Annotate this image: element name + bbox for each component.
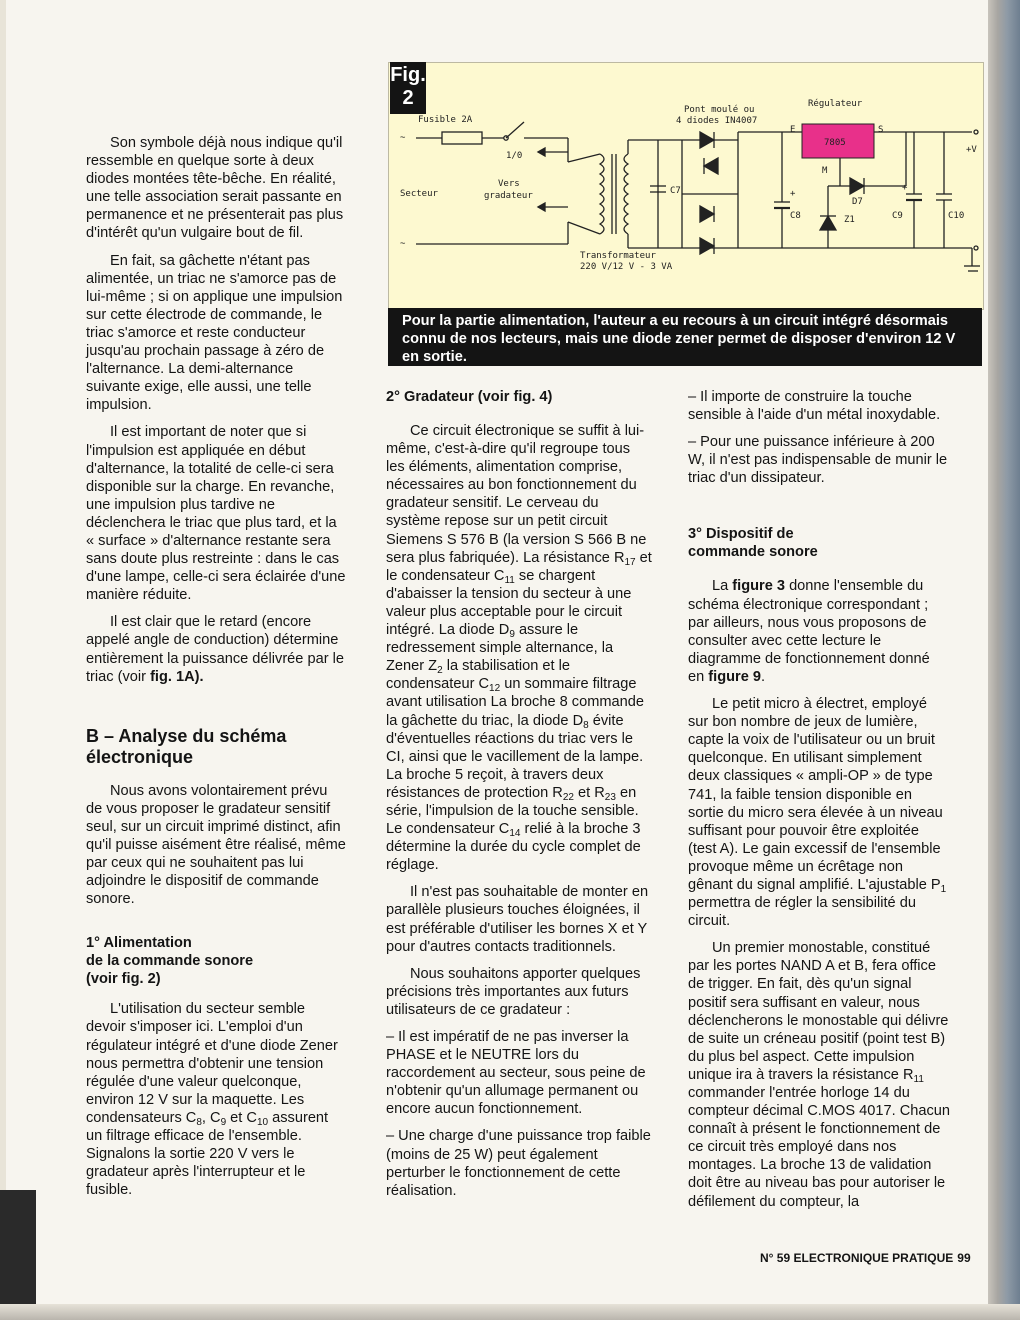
col1-paragraph-6: L'utilisation du secteur semble devoir s'imposer ici. L'emploi d'un régulateur intégré et d'une diode Zener nous permettra d'obtenir une tension régulée d'une valeur quelconque, environ 12 V sur la maquette. Les condensateurs $C_8$, $C_9$ et $C_{10}$ assurent un filtrage efficace de l'ensemble. Signalons la sortie 220 V vers le gradateur après l'interrupteur et le fusible. — [86, 1001, 338, 1199]
page-bottom-shadow — [0, 1304, 1020, 1320]
col1-paragraph-5: Nous avons volontairement prévu de vous proposer le gradateur sensitif seul, sur un circuit imprimé distinct, afin qu'il puisse aisément être réalisé, même par ceux qui ne souhaitent pas lui adjoindre le dispositif de commande sonore. — [86, 782, 346, 908]
page-left-edge — [0, 0, 6, 1320]
col2-paragraph-4: – Il est impératif de ne pas inverser la PHASE et le NEUTRE lors du raccordement au secteur, sous peine de n'obtenir qu'un allumage permanent ou encore aucun fonctionnement. — [386, 1029, 646, 1118]
footer-magazine: N° 59 ELECTRONIQUE PRATIQUE — [760, 1251, 954, 1265]
column-1 — [86, 134, 346, 1208]
label-regulateur: Régulateur — [808, 99, 863, 109]
label-c7: C7 — [670, 186, 681, 196]
section-2-heading: 2° Gradateur (voir fig. 4) — [386, 389, 553, 405]
figure-caption — [388, 308, 982, 366]
col2-paragraph-2: Il n'est pas souhaitable de monter en parallèle plusieurs touches éloignées, il est préférable d'utiliser les bornes X et Y pour d'autres contacts traditionnels. — [386, 884, 649, 955]
label-gradateur: gradateur — [484, 191, 533, 201]
col1-paragraph-1: Son symbole déjà nous indique qu'il ressemble en quelque sorte à deux diodes montées tête-bêche. En réalité, une telle association serait passante en permanence et ne présenterait pas plus d'intérêt qu'un vulgaire bout de fil. — [86, 135, 344, 242]
col1-paragraph-2: En fait, sa gâchette n'étant pas alimentée, un triac ne s'amorce pas de lui-même ; si on applique une impulsion sur cette électrode de commande, le triac s'amorce et reste conducteur jusqu'au prochain passage à zéro de l'alternance. La demi-alternance suivante exige, elle aussi, une telle impulsion. — [86, 252, 343, 414]
section-1-heading: 1° Alimentation de la commande sonore (voir fig. 2) — [86, 935, 254, 988]
label-7805: 7805 — [824, 138, 846, 148]
figure-tag-line1: Fig. — [390, 64, 426, 86]
section-3-heading: 3° Dispositif de commande sonore — [688, 526, 818, 561]
fuse-symbol — [442, 132, 482, 144]
figure-tag-line2: 2 — [402, 87, 414, 109]
page-right-binding-edge — [988, 0, 1020, 1320]
label-m: M — [822, 166, 828, 176]
label-pont-2: 4 diodes IN4007 — [676, 116, 758, 126]
col3-paragraph-4: Le petit micro à électret, employé sur bon nombre de jeux de lumière, capte la voix de l'utilisateur ou un bruit quelconque. En utilisant simplement deux classiques « ampli-OP » de type 741, la faible tension disponible en sortie du micro sera élevée à un niveau suffisant pour pouvoir être exploitée (test A). Le gain excessif de l'ensemble provoque même un écrêtage non gênant du signal amplifié. L'ajustable $P_1$ permettra de régler la sensibilité du circuit. — [688, 696, 947, 930]
col3-paragraph-1: – Il importe de construire la touche sensible à l'aide d'un métal inoxydable. — [688, 389, 941, 424]
col2-paragraph-1: Ce circuit électronique se suffit à lui-même, c'est-à-dire qu'il regroupe tous les éléments, alimentation comprise, nécessaires au bon fonctionnement du gradateur sensitif. Le cerveau du système repose sur un petit circuit Siemens S 576 B (la version S 566 B ne sera plus fabriquée). La résistance $R_{17}$ et le condensateur $C_{11}$ se chargent d'abaisser la tension du secteur à une valeur plus acceptable pour le circuit intégré. La diode $D_9$ assure le redressement simple alternance, la Zener $Z_2$ la stabilisation et le condensateur $C_{12}$ un sommaire filtrage avant utilisation La broche 8 commande la gâchette du triac, la diode $D_8$ évite d'éventuelles réactions du triac vers le CI, ainsi que le vacillement de la lampe. La broche 5 reçoit, à travers deux résistances de protection $R_{22}$ et $R_{23}$ en série, l'impulsion de la touche sensible. Le condensateur $C_{14}$ relié à la broche 3 détermine la durée du cycle complet de réglage. — [386, 423, 652, 874]
label-z1: Z1 — [844, 215, 855, 225]
footer-page-number: 99 — [957, 1251, 971, 1265]
label-c10: C10 — [948, 211, 965, 221]
switch-lever — [506, 122, 524, 138]
label-c9: C9 — [892, 211, 903, 221]
page-footer — [760, 1251, 971, 1265]
col2-paragraph-3: Nous souhaitons apporter quelques précisions très importantes aux futurs utilisateurs de ce gradateur : — [386, 965, 641, 1018]
label-vers: Vers — [498, 179, 520, 189]
power-supply-schematic — [388, 62, 982, 308]
col2-paragraph-5: – Une charge d'une puissance trop faible (moins de 25 W) peut également perturber le fonctionnement de cette réalisation. — [386, 1128, 651, 1199]
label-secteur: Secteur — [400, 189, 438, 199]
section-b-heading: B – Analyse du schéma électronique — [86, 725, 287, 767]
label-plus-v: +V — [966, 145, 977, 155]
label-c8: C8 — [790, 211, 801, 221]
col1-paragraph-4: Il est clair que le retard (encore appelé angle de conduction) détermine entièrement la puissance délivrée par le triac (voir fig. 1A). — [86, 614, 344, 685]
label-transformateur: Transformateur — [580, 251, 656, 261]
label-transformateur-rating: 220 V/12 V - 3 VA — [580, 262, 673, 272]
label-tilde-bottom: ~ — [400, 239, 406, 249]
label-pont-1: Pont moulé ou — [684, 105, 755, 115]
column-2 — [386, 388, 652, 1209]
label-plus-c9: + — [902, 183, 908, 193]
transformer-primary — [600, 154, 604, 234]
col3-paragraph-2: – Pour une puissance inférieure à 200 W, il n'est pas indispensable de munir le triac d'un dissipateur. — [688, 434, 948, 487]
label-fusible: Fusible 2A — [418, 115, 473, 125]
col1-paragraph-3: Il est important de noter que si l'impulsion est appliquée en début d'alternance, la totalité de celle-ci sera disponible sur la charge. En revanche, une impulsion plus tardive ne déclenchera le triac que plus tard, et la « surface » d'alternance restante sera sans doute plus restreinte : dans le cas d'une lampe, celle-ci sera éclairée d'une manière réduite. — [86, 424, 346, 604]
page-left-dark-strip — [0, 1190, 36, 1320]
label-d7: D7 — [852, 197, 863, 207]
label-switch: 1/0 — [506, 151, 523, 161]
col3-paragraph-3: La figure 3 donne l'ensemble du schéma électronique correspondant ; par ailleurs, nous vous proposons de consulter avec cette lecture le diagramme de fonctionnement donné en figure 9. — [688, 578, 930, 685]
label-plus-c8: + — [790, 189, 796, 199]
label-e: E — [790, 125, 796, 135]
figure-caption-text: Pour la partie alimentation, l'auteur a eu recours à un circuit intégré désormais connu de nos lecteurs, mais une diode zener permet de disposer d'environ 12 V en sortie. — [402, 313, 956, 365]
figure-tag — [390, 62, 426, 114]
column-3 — [688, 388, 950, 1220]
label-s: S — [878, 125, 884, 135]
label-tilde-top: ~ — [400, 133, 406, 143]
col3-paragraph-5: Un premier monostable, constitué par les portes NAND A et B, fera office de trigger. En fait, dès qu'un signal positif sera suffisant en valeur, nous déclencherons le monostable qui délivre de suite un créneau positif (point test B) du plus bel aspect. Cette impulsion unique ira à travers la résistance $R_{11}$ commander l'entrée horloge 14 du compteur décimal C.MOS 4017. Chacun connaît à présent le fonctionnement de ce circuit très employé dans nos montages. La broche 13 de validation doit être au niveau bas pour autoriser le défilement du compteur, la — [688, 940, 950, 1210]
transformer-secondary — [624, 154, 628, 234]
